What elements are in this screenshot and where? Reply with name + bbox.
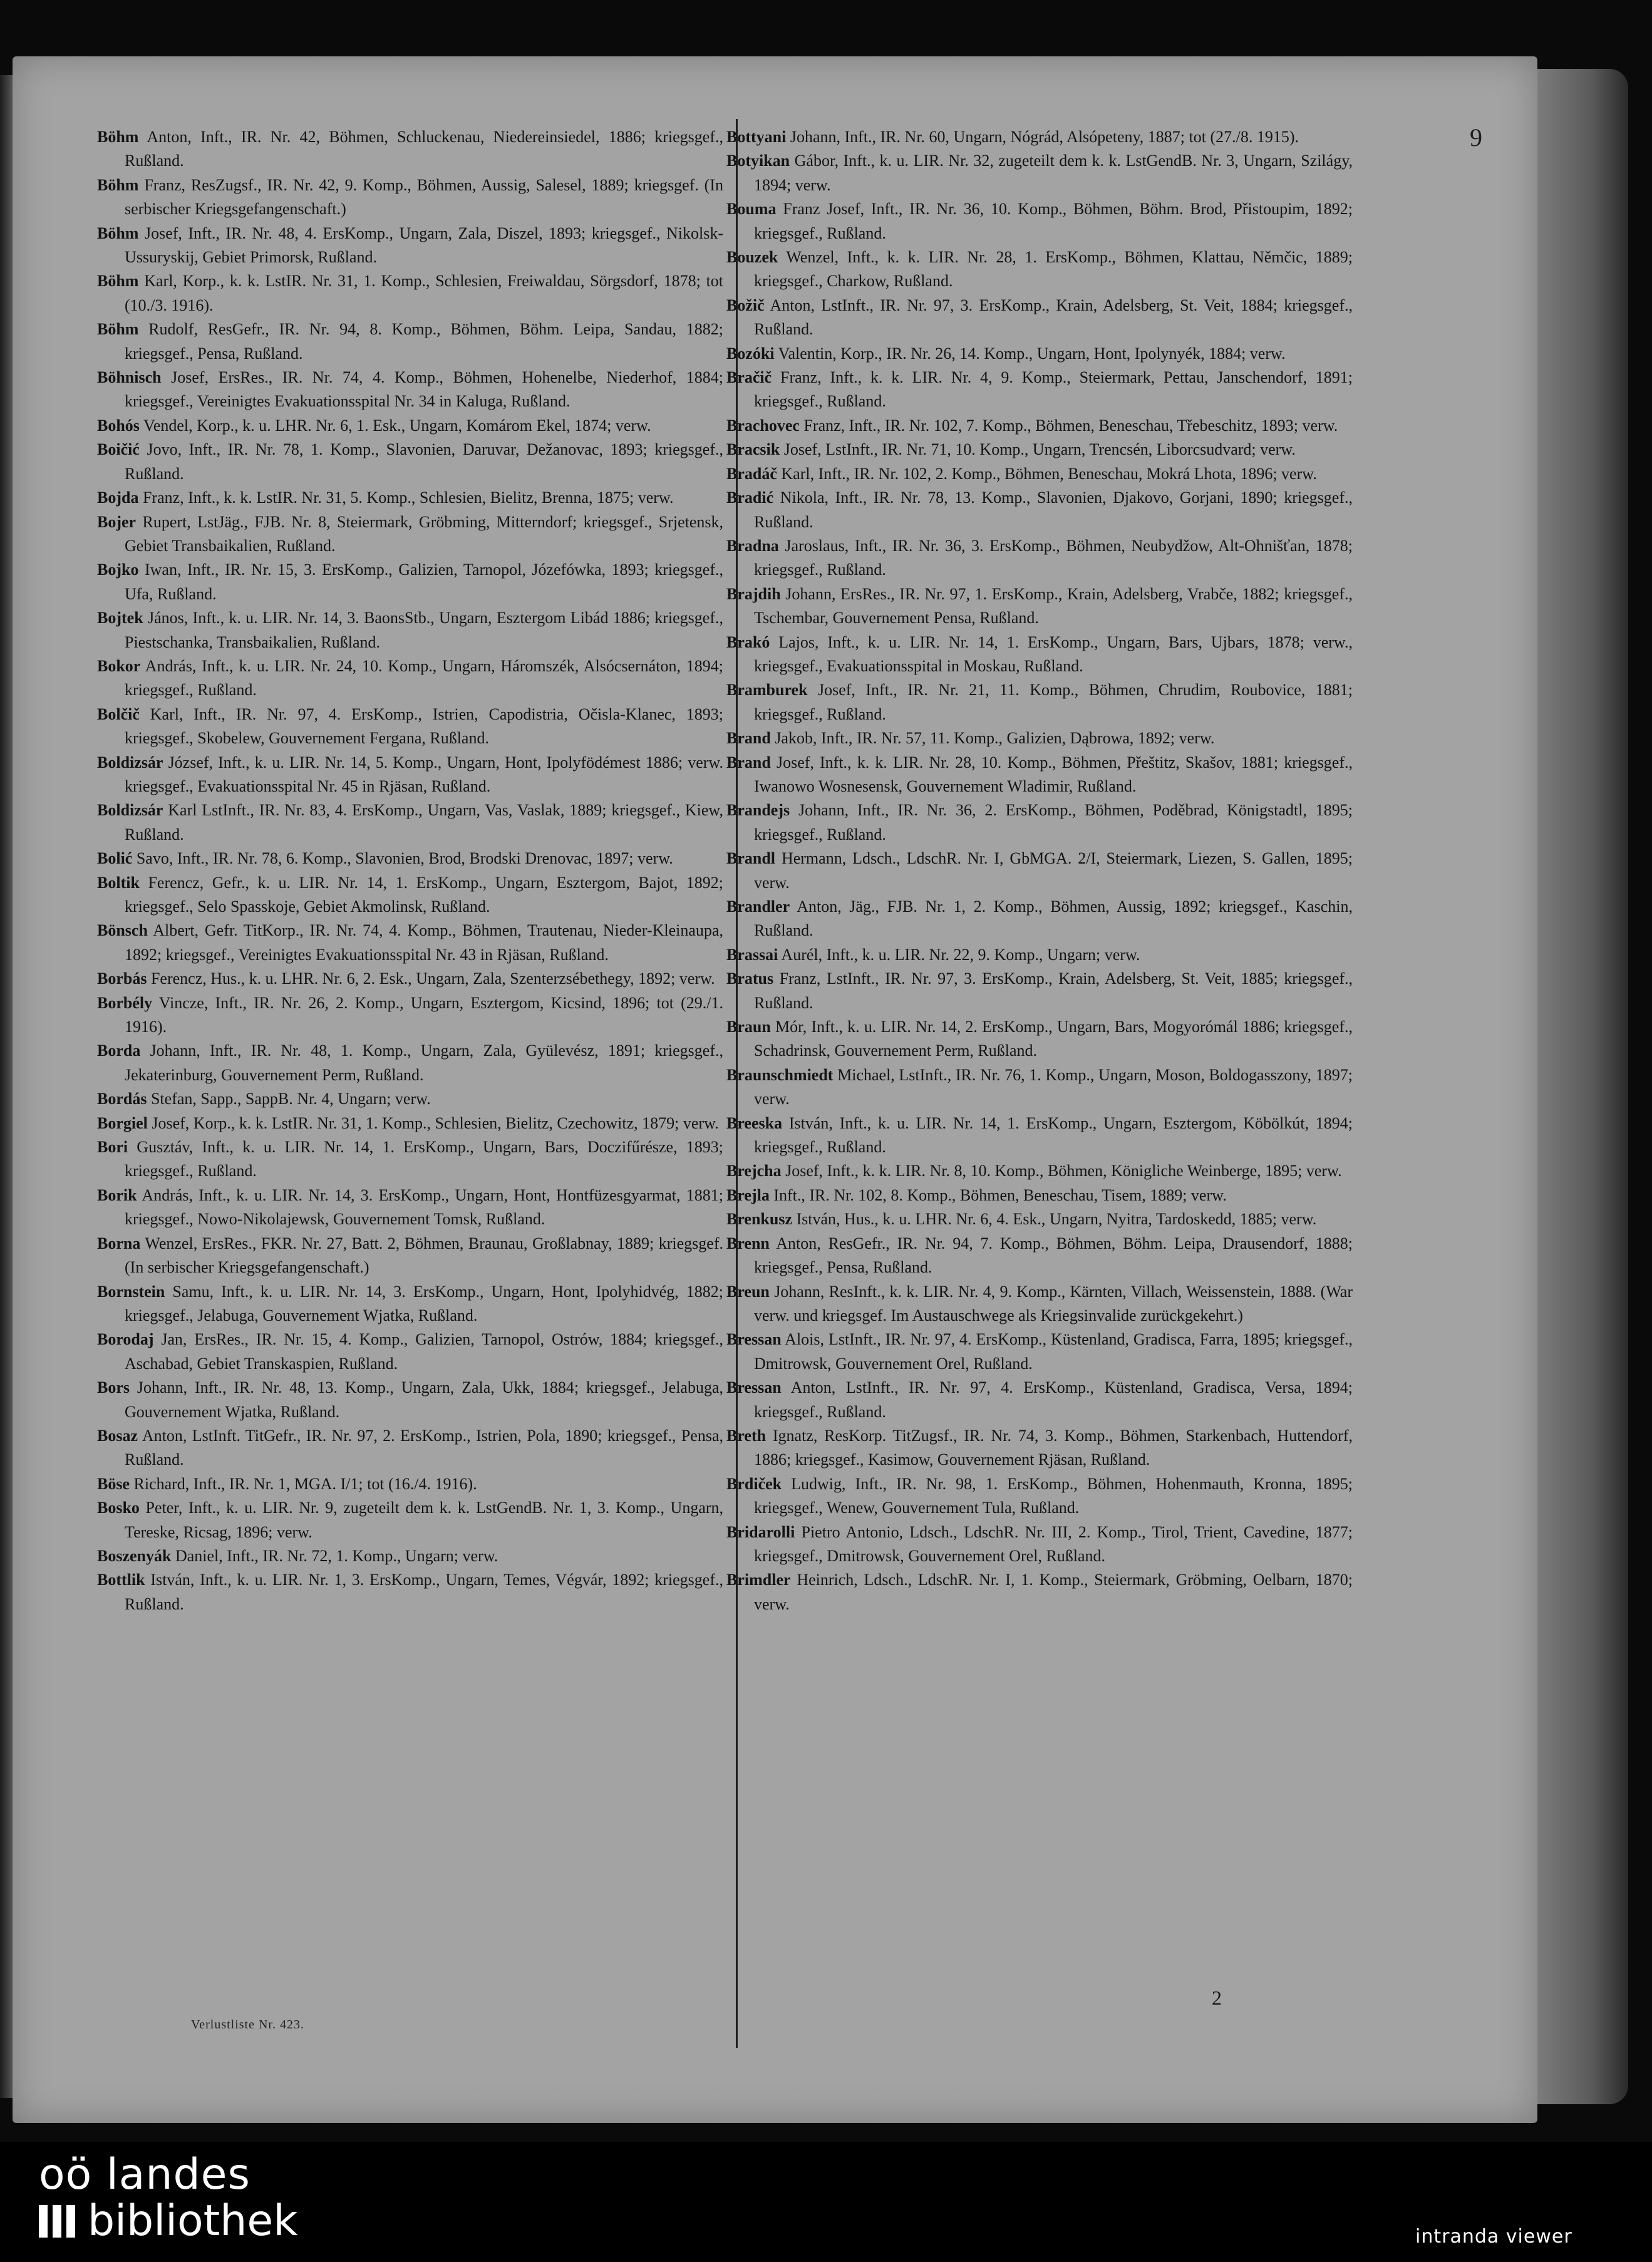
library-logo[interactable] — [39, 2150, 298, 2246]
register-entry — [726, 245, 1353, 294]
register-entry — [97, 919, 723, 967]
entry-surname: Bouzek — [726, 248, 778, 267]
register-entry — [726, 462, 1353, 486]
register-entry — [726, 534, 1353, 582]
entry-details: Karl, Inft., IR. Nr. 97, 4. ErsKomp., Istrien, Capodistria, Očisla-Klanec, 1893; kriegsgef., Skobelew, Gouvernement Fergana, Rußland. — [125, 705, 723, 748]
entry-surname: Boldizsár — [97, 801, 163, 820]
register-entry — [97, 703, 723, 751]
entry-details: Gusztáv, Inft., k. u. LIR. Nr. 14, 1. ErsKomp., Ungarn, Bars, Doczifűrésze, 1893; kriegsgef., Rußland. — [125, 1138, 723, 1180]
register-entry — [726, 1015, 1353, 1063]
register-entry — [97, 798, 723, 847]
entry-surname: Bönsch — [97, 921, 148, 940]
entry-details: Johann, Inft., IR. Nr. 48, 1. Komp., Ungarn, Zala, Gyülevész, 1891; kriegsgef., Jekaterinburg, Gouvernement Perm, Rußland. — [125, 1041, 723, 1084]
register-entry — [726, 1280, 1353, 1328]
entry-details: Jan, ErsRes., IR. Nr. 15, 4. Komp., Galizien, Tarnopol, Ostrów, 1884; kriegsgef., Aschabad, Gebiet Transkaspien, Rußland. — [125, 1330, 724, 1373]
register-entry — [726, 1207, 1353, 1231]
entry-surname: Böse — [97, 1474, 130, 1493]
entry-surname: Bressan — [726, 1330, 782, 1349]
entry-details: Johann, Inft., IR. Nr. 36, 2. ErsKomp., Böhmen, Poděbrad, Königstadtl, 1895; kriegsgef., Rußland. — [754, 801, 1353, 844]
entry-surname: Bojer — [97, 512, 137, 531]
entry-surname: Bradna — [726, 536, 779, 555]
register-entry — [726, 1328, 1353, 1376]
entry-surname: Bottlik — [97, 1571, 145, 1589]
entry-surname: Brandejs — [726, 801, 790, 820]
register-entry — [97, 1232, 723, 1280]
register-entry — [97, 1424, 723, 1472]
entry-details: Ignatz, ResKorp. TitZugsf., IR. Nr. 74, 3. Komp., Böhmen, Starkenbach, Huttendorf, 1886; kriegsgef., Kasimow, Gouvernement Rjäsan, Rußland. — [754, 1426, 1353, 1469]
register-entry — [726, 294, 1353, 342]
register-entry — [97, 1568, 723, 1616]
entry-surname: Bottyani — [726, 128, 787, 146]
entry-details: Franz, ResZugsf., IR. Nr. 42, 9. Komp., Böhmen, Aussig, Salesel, 1889; kriegsgef. (In serbischer Kriegsgefangenschaft.) — [125, 175, 724, 219]
entry-details: Josef, ErsRes., IR. Nr. 74, 4. Komp., Böhmen, Hohenelbe, Niederhof, 1884; kriegsgef., Vereinigtes Evakuationsspital Nr. 34 in Kaluga, Rußland. — [125, 368, 723, 411]
entry-details: Gábor, Inft., k. u. LIR. Nr. 32, zugeteilt dem k. k. LstGendB. Nr. 3, Ungarn, Szilágy, 1894; verw. — [754, 152, 1353, 194]
register-entry — [97, 1472, 723, 1496]
entry-details: Jovo, Inft., IR. Nr. 78, 1. Komp., Slavonien, Daruvar, Dežanovac, 1893; kriegsgef., Rußland. — [125, 440, 723, 483]
entry-surname: Breth — [726, 1426, 767, 1445]
entry-surname: Borgiel — [97, 1113, 148, 1132]
register-entry — [726, 149, 1353, 197]
entry-details: Ludwig, Inft., IR. Nr. 98, 1. ErsKomp., Böhmen, Hohenmauth, Kronna, 1895; kriegsgef., Wenew, Gouvernement Tula, Rußland. — [754, 1474, 1353, 1517]
register-entry — [726, 726, 1353, 750]
register-entry — [726, 486, 1353, 534]
register-entry — [97, 173, 723, 222]
entry-surname: Brachovec — [726, 416, 800, 435]
viewer-label: intranda viewer — [1415, 2226, 1572, 2248]
entry-details: Johann, ResInft., k. k. LIR. Nr. 4, 9. Komp., Kärnten, Villach, Weissenstein, 1888. (War verw. und kriegsgef. Im Austauschwege als Kriegsinvalide zurückgekehrt.) — [754, 1282, 1353, 1325]
entry-details: Richard, Inft., IR. Nr. 1, MGA. I/1; tot (16./4. 1916). — [133, 1474, 477, 1493]
register-entry — [97, 438, 723, 486]
entry-details: Daniel, Inft., IR. Nr. 72, 1. Komp., Ungarn; verw. — [175, 1546, 498, 1565]
entry-details: Karl LstInft., IR. Nr. 83, 4. ErsKomp., Ungarn, Vas, Vaslak, 1889; kriegsgef., Kiew, Rußland. — [125, 801, 724, 844]
entry-surname: Boičić — [97, 440, 140, 459]
entry-details: Franz Josef, Inft., IR. Nr. 36, 10. Komp., Böhmen, Böhm. Brod, Přistoupim, 1892; kriegsgef., Rußland. — [754, 200, 1353, 242]
entry-details: Franz, LstInft., IR. Nr. 97, 3. ErsKomp., Krain, Adelsberg, St. Veit, 1885; kriegsgef., Rußland. — [754, 969, 1353, 1012]
entry-details: Anton, LstInft., IR. Nr. 97, 3. ErsKomp., Krain, Adelsberg, St. Veit, 1884; kriegsgef., Rußland. — [754, 296, 1353, 339]
register-entry — [726, 967, 1353, 1015]
entry-surname: Böhm — [97, 128, 139, 146]
entry-details: Franz, Inft., k. k. LstIR. Nr. 31, 5. Komp., Schlesien, Bielitz, Brenna, 1875; verw. — [142, 488, 674, 507]
register-entry — [726, 366, 1353, 414]
entry-details: Hermann, Ldsch., LdschR. Nr. I, GbMGA. 2/I, Steiermark, Liezen, S. Gallen, 1895; verw. — [754, 849, 1353, 892]
entry-surname: Brenn — [726, 1234, 770, 1252]
logo-text-line2-label: bibliothek — [88, 2196, 298, 2246]
entry-surname: Boldizsár — [97, 753, 163, 772]
register-entry — [97, 1328, 723, 1376]
entry-surname: Brajdih — [726, 584, 781, 603]
entry-details: Alois, LstInft., IR. Nr. 97, 4. ErsKomp., Küstenland, Gradisca, Farra, 1895; kriegsgef., Dmitrowsk, Gouvernement Orel, Rußland. — [754, 1330, 1353, 1373]
entry-surname: Bouma — [726, 200, 777, 219]
entry-details: Aurél, Inft., k. u. LIR. Nr. 22, 9. Komp., Ungarn; verw. — [781, 945, 1140, 964]
entry-surname: Bolić — [97, 849, 133, 868]
entry-surname: Bressan — [726, 1378, 782, 1397]
entry-details: Anton, Jäg., FJB. Nr. 1, 2. Komp., Böhmen, Aussig, 1892; kriegsgef., Kaschin, Rußland. — [754, 897, 1353, 940]
register-entry — [97, 1184, 723, 1232]
entry-details: Johann, Inft., IR. Nr. 48, 13. Komp., Ungarn, Zala, Ukk, 1884; kriegsgef., Jelabuga, Gouvernement Wjatka, Rußland. — [125, 1378, 724, 1421]
entry-details: Albert, Gefr. TitKorp., IR. Nr. 74, 4. Komp., Böhmen, Trautenau, Nieder-Kleinaupa, 1892; kriegsgef., Vereinigtes Evakuationsspital Nr. 43 in Rjäsan, Rußland. — [125, 921, 723, 964]
entry-surname: Böhm — [97, 272, 139, 291]
register-entry — [97, 654, 723, 703]
entry-details: Josef, Inft., k. k. LIR. Nr. 28, 10. Komp., Böhmen, Přeštitz, Skašov, 1881; kriegsgef., Iwanowo Wosnesensk, Gouvernement Wladimir, Rußland. — [754, 753, 1353, 795]
entry-surname: Brdiček — [726, 1474, 782, 1493]
entry-surname: Bračič — [726, 368, 772, 387]
register-entry — [726, 1232, 1353, 1280]
register-entry — [726, 1521, 1353, 1569]
register-entry — [726, 414, 1353, 438]
entry-surname: Borbás — [97, 969, 147, 988]
entry-details: Josef, Inft., k. k. LIR. Nr. 8, 10. Komp., Böhmen, Königliche Weinberge, 1895; verw. — [785, 1162, 1342, 1180]
entry-details: Anton, LstInft., IR. Nr. 97, 4. ErsKomp., Küstenland, Gradisca, Versa, 1894; kriegsgef., Rußland. — [754, 1378, 1353, 1421]
register-entry — [97, 1280, 723, 1328]
entry-details: Ferencz, Hus., k. u. LHR. Nr. 6, 2. Esk., Ungarn, Zala, Szenterzsébethegy, 1892; verw. — [150, 969, 715, 988]
entry-surname: Bramburek — [726, 681, 808, 700]
entry-surname: Brandler — [726, 897, 790, 916]
entry-details: Michael, LstInft., IR. Nr. 76, 1. Komp., Ungarn, Moson, Boldogasszony, 1897; verw. — [754, 1065, 1353, 1108]
register-entry — [97, 558, 723, 606]
entry-surname: Bosko — [97, 1499, 140, 1517]
entry-details: István, Inft., k. u. LIR. Nr. 1, 3. ErsKomp., Ungarn, Temes, Végvár, 1892; kriegsgef., Rußland. — [125, 1571, 723, 1613]
entry-surname: Bozóki — [726, 344, 775, 363]
register-entry — [726, 1568, 1353, 1616]
entry-details: Inft., IR. Nr. 102, 8. Komp., Böhmen, Beneschau, Tisem, 1889; verw. — [773, 1185, 1227, 1204]
entry-details: Josef, Inft., IR. Nr. 21, 11. Komp., Böhmen, Chrudim, Roubovice, 1881; kriegsgef., Rußland. — [754, 681, 1353, 723]
footer-note: Verlustliste Nr. 423. — [191, 2018, 304, 2032]
entry-details: István, Inft., k. u. LIR. Nr. 14, 1. ErsKomp., Ungarn, Esztergom, Köbölkút, 1894; kriegsgef., Rußland. — [754, 1113, 1353, 1157]
entry-details: Samu, Inft., k. u. LIR. Nr. 14, 3. ErsKomp., Ungarn, Hont, Ipolyhidvég, 1882; kriegsgef., Jelabuga, Gouvernement Wjatka, Rußland. — [125, 1282, 723, 1325]
entry-surname: Bori — [97, 1138, 128, 1157]
entry-details: András, Inft., k. u. LIR. Nr. 24, 10. Komp., Ungarn, Háromszék, Alsócsernáton, 1894; kriegsgef., Rußland. — [125, 656, 723, 700]
entry-details: Karl, Korp., k. k. LstIR. Nr. 31, 1. Komp., Schlesien, Freiwaldau, Sörgsdorf, 1878; tot (10./3. 1916). — [125, 272, 724, 314]
entry-surname: Botyikan — [726, 152, 790, 170]
register-entry — [97, 1544, 723, 1568]
entry-details: Peter, Inft., k. u. LIR. Nr. 9, zugeteilt dem k. k. LstGendB. Nr. 1, 3. Komp., Ungarn, Tereske, Ricsag, 1896; verw. — [125, 1499, 724, 1541]
register-entry — [726, 1159, 1353, 1183]
page-number: 9 — [1470, 123, 1482, 152]
entry-surname: Breun — [726, 1282, 770, 1301]
entry-surname: Brand — [726, 729, 771, 748]
entry-surname: Bojtek — [97, 609, 143, 627]
register-entry — [726, 847, 1353, 895]
entry-details: Wenzel, ErsRes., FKR. Nr. 27, Batt. 2, Böhmen, Braunau, Großlabnay, 1889; kriegsgef. (In serbischer Kriegsgefangenschaft.) — [125, 1234, 723, 1277]
entry-surname: Braun — [726, 1018, 771, 1036]
register-entry — [97, 1087, 723, 1111]
register-entry — [97, 318, 723, 366]
entry-surname: Bradáč — [726, 464, 777, 483]
entry-details: Karl, Inft., IR. Nr. 102, 2. Komp., Böhmen, Beneschau, Mokrá Lhota, 1896; verw. — [781, 464, 1317, 483]
entry-surname: Böhm — [97, 320, 139, 339]
entry-surname: Brandl — [726, 849, 776, 868]
register-entry — [97, 222, 723, 270]
entry-surname: Bradić — [726, 488, 774, 507]
register-entry — [97, 751, 723, 799]
entry-surname: Brenkusz — [726, 1210, 792, 1229]
entry-surname: Bolčič — [97, 705, 140, 723]
register-entry — [726, 125, 1353, 149]
entry-details: Franz, Inft., k. k. LIR. Nr. 4, 9. Komp., Steiermark, Pettau, Janschendorf, 1891; kriegsgef., Rußland. — [754, 368, 1353, 411]
register-entry — [97, 366, 723, 414]
register-entry — [726, 751, 1353, 799]
register-entry — [97, 1039, 723, 1087]
entry-surname: Bordás — [97, 1090, 147, 1108]
entry-details: Savo, Inft., IR. Nr. 78, 6. Komp., Slavonien, Brod, Brodski Drenovac, 1897; verw. — [136, 849, 673, 868]
register-entry — [97, 510, 723, 559]
entry-details: Stefan, Sapp., SappB. Nr. 4, Ungarn; verw. — [150, 1090, 431, 1108]
register-entry — [97, 967, 723, 991]
entry-details: Jaroslaus, Inft., IR. Nr. 36, 3. ErsKomp., Böhmen, Neubydžow, Alt-Ohnišťan, 1878; kriegsgef., Rußland. — [754, 536, 1353, 579]
register-entry — [726, 197, 1353, 245]
entry-surname: Braunschmiedt — [726, 1065, 834, 1084]
entry-details: Mór, Inft., k. u. LIR. Nr. 14, 2. ErsKomp., Ungarn, Bars, Mogyorómál 1886; kriegsgef., Schadrinsk, Gouvernement Perm, Rußland. — [754, 1018, 1353, 1060]
entry-surname: Božič — [726, 296, 765, 314]
entry-surname: Brejcha — [726, 1162, 782, 1180]
entry-surname: Bojko — [97, 560, 139, 579]
entry-details: Rudolf, ResGefr., IR. Nr. 94, 8. Komp., Böhmen, Böhm. Leipa, Sandau, 1882; kriegsgef., Pensa, Rußland. — [125, 320, 723, 363]
entry-surname: Boltik — [97, 873, 140, 892]
entry-surname: Boszenyák — [97, 1546, 172, 1565]
entry-surname: Bors — [97, 1378, 130, 1397]
entry-surname: Brejla — [726, 1185, 770, 1204]
entry-details: Josef, Inft., IR. Nr. 48, 4. ErsKomp., Ungarn, Zala, Diszel, 1893; kriegsgef., Nikolsk-Ussuryskij, Gebiet Primorsk, Rußland. — [125, 224, 724, 267]
entry-surname: Bojda — [97, 488, 139, 507]
register-entry — [726, 943, 1353, 967]
entry-details: Johann, ErsRes., IR. Nr. 97, 1. ErsKomp., Krain, Adelsberg, Vrabče, 1882; kriegsgef., Tschembar, Gouvernement Pensa, Rußland. — [754, 584, 1353, 627]
logo-text-line2 — [39, 2196, 298, 2246]
entry-surname: Bokor — [97, 656, 141, 675]
entry-surname: Brassai — [726, 945, 778, 964]
entry-details: János, Inft., k. u. LIR. Nr. 14, 3. BaonsStb., Ungarn, Esztergom Libád 1886; kriegsgef., Piestschanka, Transbaikalien, Rußland. — [125, 609, 723, 651]
register-entry — [97, 486, 723, 510]
register-entry — [97, 1376, 723, 1424]
right-column — [726, 125, 1353, 1616]
entry-surname: Borodaj — [97, 1330, 154, 1349]
entry-details: Johann, Inft., IR. Nr. 60, Ungarn, Nógrád, Alsópeteny, 1887; tot (27./8. 1915). — [790, 128, 1299, 146]
register-entry — [726, 1112, 1353, 1160]
register-entry — [97, 1112, 723, 1135]
register-entry — [726, 438, 1353, 462]
entry-surname: Bridarolli — [726, 1522, 795, 1541]
register-entry — [97, 991, 723, 1040]
entry-surname: Breeska — [726, 1113, 783, 1132]
entry-details: Wenzel, Inft., k. k. LIR. Nr. 28, 1. ErsKomp., Böhmen, Klattau, Němčic, 1889; kriegsgef., Charkow, Rußland. — [754, 248, 1353, 291]
register-entry — [726, 1424, 1353, 1472]
register-entry — [726, 678, 1353, 726]
entry-details: Vendel, Korp., k. u. LHR. Nr. 6, 1. Esk., Ungarn, Komárom Ekel, 1874; verw. — [143, 416, 651, 435]
register-entry — [726, 895, 1353, 943]
register-entry — [726, 631, 1353, 679]
entry-details: Jakob, Inft., IR. Nr. 57, 11. Komp., Galizien, Dąbrowa, 1892; verw. — [775, 729, 1215, 748]
signature-mark: 2 — [1212, 1986, 1222, 2009]
entry-details: Lajos, Inft., k. u. LIR. Nr. 14, 1. ErsKomp., Ungarn, Bars, Ujbars, 1878; verw., kriegsgef., Evakuationsspital in Moskau, Rußland. — [754, 633, 1353, 675]
left-column — [97, 125, 723, 1616]
register-entry — [97, 1135, 723, 1184]
entry-details: Ferencz, Gefr., k. u. LIR. Nr. 14, 1. ErsKomp., Ungarn, Esztergom, Bajot, 1892; kriegsgef., Selo Spasskoje, Gebiet Akmolinsk, Rußland. — [125, 873, 724, 916]
entry-details: Anton, ResGefr., IR. Nr. 94, 7. Komp., Böhmen, Böhm. Leipa, Drausendorf, 1888; kriegsgef., Pensa, Rußland. — [754, 1234, 1353, 1277]
entry-surname: Borik — [97, 1185, 137, 1204]
entry-details: Nikola, Inft., IR. Nr. 78, 13. Komp., Slavonien, Djakovo, Gorjani, 1890; kriegsgef., Rußland. — [754, 488, 1353, 531]
entry-surname: Böhnisch — [97, 368, 162, 387]
entry-surname: Borna — [97, 1234, 141, 1252]
register-entry — [97, 414, 723, 438]
entry-surname: Böhm — [97, 224, 139, 242]
register-entry — [726, 1472, 1353, 1521]
entry-details: Anton, LstInft. TitGefr., IR. Nr. 97, 2. ErsKomp., Istrien, Pola, 1890; kriegsgef., Pensa, Rußland. — [125, 1426, 723, 1469]
entry-details: Pietro Antonio, Ldsch., LdschR. Nr. III, 2. Komp., Tirol, Trient, Cavedine, 1877; kriegsgef., Dmitrowsk, Gouvernement Orel, Rußland. — [754, 1522, 1353, 1565]
entry-surname: Bosaz — [97, 1426, 138, 1445]
entry-surname: Borbély — [97, 993, 153, 1012]
entry-details: Anton, Inft., IR. Nr. 42, Böhmen, Schluckenau, Niedereinsiedel, 1886; kriegsgef., Rußland. — [125, 128, 723, 170]
entry-surname: Bratus — [726, 969, 774, 988]
entry-details: Josef, Korp., k. k. LstIR. Nr. 31, 1. Komp., Schlesien, Bielitz, Czechowitz, 1879; verw. — [152, 1113, 719, 1132]
entry-surname: Bohós — [97, 416, 140, 435]
register-entry — [726, 798, 1353, 847]
register-entry — [97, 871, 723, 919]
register-entry — [97, 847, 723, 870]
entry-details: Josef, LstInft., IR. Nr. 71, 10. Komp., Ungarn, Trencsén, Liborcsudvard; verw. — [783, 440, 1296, 459]
register-entry — [97, 269, 723, 318]
register-entry — [97, 1496, 723, 1544]
entry-details: Valentin, Korp., IR. Nr. 26, 14. Komp., Ungarn, Hont, Ipolynyék, 1884; verw. — [778, 344, 1286, 363]
entry-details: Rupert, LstJäg., FJB. Nr. 8, Steiermark, Gröbming, Mitterndorf; kriegsgef., Srjetensk, Gebiet Transbaikalien, Rußland. — [125, 512, 724, 555]
entry-details: István, Hus., k. u. LHR. Nr. 6, 4. Esk., Ungarn, Nyitra, Tardoskedd, 1885; verw. — [796, 1210, 1317, 1229]
register-entry — [726, 1376, 1353, 1424]
register-entry — [726, 1184, 1353, 1207]
register-entry — [97, 606, 723, 654]
entry-details: József, Inft., k. u. LIR. Nr. 14, 5. Komp., Ungarn, Hont, Ipolyfödémest 1886; verw. kriegsgef., Evakuationsspital Nr. 45 in Rjäsan, Rußland. — [125, 753, 723, 795]
entry-details: András, Inft., k. u. LIR. Nr. 14, 3. ErsKomp., Ungarn, Hont, Hontfüzesgyarmat, 1881; kriegsgef., Nowo-Nikolajewsk, Gouvernement Tomsk, Rußland. — [125, 1185, 723, 1229]
entry-details: Iwan, Inft., IR. Nr. 15, 3. ErsKomp., Galizien, Tarnopol, Józefówka, 1893; kriegsgef., Ufa, Rußland. — [125, 560, 723, 603]
register-entry — [726, 582, 1353, 631]
entry-surname: Bracsik — [726, 440, 780, 459]
entry-surname: Brimdler — [726, 1571, 791, 1589]
entry-details: Franz, Inft., IR. Nr. 102, 7. Komp., Böhmen, Beneschau, Třebeschitz, 1893; verw. — [803, 416, 1338, 435]
entry-surname: Brand — [726, 753, 771, 772]
logo-text-line1: oö landes — [39, 2150, 250, 2199]
register-entry — [726, 342, 1353, 366]
entry-surname: Böhm — [97, 175, 139, 194]
register-entry — [97, 125, 723, 173]
entry-surname: Brakó — [726, 633, 770, 651]
entry-details: Heinrich, Ldsch., LdschR. Nr. I, 1. Komp., Steiermark, Gröbming, Oelbarn, 1870; verw. — [754, 1571, 1353, 1613]
entry-surname: Borda — [97, 1041, 141, 1060]
entry-details: Vincze, Inft., IR. Nr. 26, 2. Komp., Ungarn, Esztergom, Kicsind, 1896; tot (29./1. 1916). — [125, 993, 723, 1036]
register-entry — [726, 1063, 1353, 1112]
logo-bars-icon — [39, 2205, 83, 2238]
entry-surname: Bornstein — [97, 1282, 165, 1301]
